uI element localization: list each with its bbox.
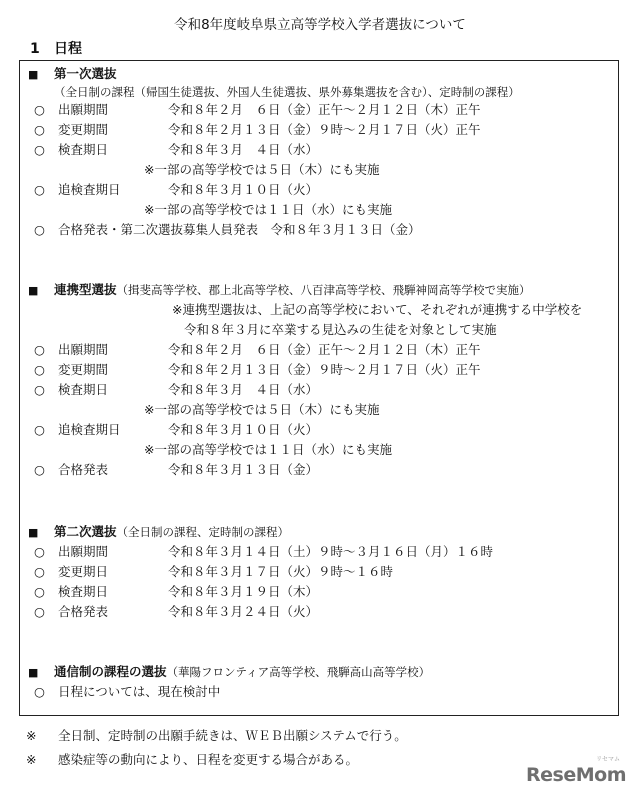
block1-remark1: ※一部の高等学校では５日（木）にも実施 xyxy=(144,162,380,177)
circle-bullet-icon: ○ xyxy=(34,564,45,579)
footnote-1: ※ 全日制、定時制の出願手続きは、ＷＥＢ出願システムで行う。 xyxy=(26,728,407,743)
circle-bullet-icon: ○ xyxy=(34,222,45,237)
schedule-box xyxy=(19,60,619,716)
block2-row-application: ○ 出願期間 令和８年２月 ６日（金）正午～２月１２日（木）正午 xyxy=(34,342,481,357)
section-heading xyxy=(30,38,82,58)
block1-remark2: ※一部の高等学校では１１日（水）にも実施 xyxy=(144,202,392,217)
logo-subtext: リセマム xyxy=(596,756,620,763)
circle-bullet-icon: ○ xyxy=(34,342,45,357)
block1-row-result: ○ 合格発表・第二次選抜募集人員発表 令和８年３月１３日（金） xyxy=(34,222,421,237)
circle-bullet-icon: ○ xyxy=(34,544,45,559)
section-number: 1 xyxy=(30,41,40,57)
circle-bullet-icon: ○ xyxy=(34,122,45,137)
block2-note2: 令和８年３月に卒業する見込みの生徒を対象として実施 xyxy=(184,322,497,337)
block1-row-reexam: ○ 追検査期日 令和８年３月１０日（火） xyxy=(34,182,319,197)
block3-heading: ■ 第二次選抜（全日制の課程、定時制の課程） xyxy=(28,524,290,539)
circle-bullet-icon: ○ xyxy=(34,604,45,619)
resemom-logo: ReseMom xyxy=(526,764,626,786)
circle-bullet-icon: ○ xyxy=(34,462,45,477)
block1-row-exam: ○ 検査期日 令和８年３月 ４日（水） xyxy=(34,142,319,157)
footnote-2: ※ 感染症等の動向により、日程を変更する場合がある。 xyxy=(26,752,359,767)
block2-row-result: ○ 合格発表 令和８年３月１３日（金） xyxy=(34,462,319,477)
circle-bullet-icon: ○ xyxy=(34,382,45,397)
circle-bullet-icon: ○ xyxy=(34,362,45,377)
block2-heading: ■ 連携型選抜（揖斐高等学校、郡上北高等学校、八百津高等学校、飛騨神岡高等学校で実施） xyxy=(28,282,531,297)
circle-bullet-icon: ○ xyxy=(34,142,45,157)
block1-row-application: ○ 出願期間 令和８年２月 ６日（金）正午～２月１２日（木）正午 xyxy=(34,102,481,117)
circle-bullet-icon: ○ xyxy=(34,684,45,699)
circle-bullet-icon: ○ xyxy=(34,182,45,197)
block2-note1: ※連携型選抜は、上記の高等学校において、それぞれが連携する中学校を xyxy=(172,302,583,317)
block2-remark1: ※一部の高等学校では５日（木）にも実施 xyxy=(144,402,380,417)
square-bullet-icon: ■ xyxy=(28,526,39,539)
block4-line: ○ 日程については、現在検討中 xyxy=(34,684,221,699)
block1-note: （全日制の課程（帰国生徒選抜、外国人生徒選抜、県外募集選抜を含む）、定時制の課程） xyxy=(54,85,520,99)
section-title: 日程 xyxy=(54,41,82,57)
block1-row-change: ○ 変更期間 令和８年２月１３日（金）９時～２月１７日（火）正午 xyxy=(34,122,481,137)
circle-bullet-icon: ○ xyxy=(34,102,45,117)
block3-row-application: ○ 出願期間 令和８年３月１４日（土）９時～３月１６日（月）１６時 xyxy=(34,544,494,559)
block4-heading: ■ 通信制の課程の選抜（華陽フロンティア高等学校、飛騨高山高等学校） xyxy=(28,664,431,679)
block3-row-result: ○ 合格発表 令和８年３月２４日（火） xyxy=(34,604,319,619)
square-bullet-icon: ■ xyxy=(28,68,39,81)
block3-row-change: ○ 変更期日 令和８年３月１７日（火）９時～１６時 xyxy=(34,564,394,579)
square-bullet-icon: ■ xyxy=(28,666,39,679)
block2-remark2: ※一部の高等学校では１１日（水）にも実施 xyxy=(144,442,392,457)
block2-row-reexam: ○ 追検査期日 令和８年３月１０日（火） xyxy=(34,422,319,437)
block2-row-change: ○ 変更期間 令和８年２月１３日（金）９時～２月１７日（火）正午 xyxy=(34,362,481,377)
page-title: 令和8年度岐阜県立高等学校入学者選抜について xyxy=(174,17,466,33)
square-bullet-icon: ■ xyxy=(28,284,39,297)
block1-heading: ■ 第一次選抜 xyxy=(28,66,117,81)
block2-row-exam: ○ 検査期日 令和８年３月 ４日（水） xyxy=(34,382,319,397)
circle-bullet-icon: ○ xyxy=(34,422,45,437)
block3-row-exam: ○ 検査期日 令和８年３月１９日（木） xyxy=(34,584,319,599)
circle-bullet-icon: ○ xyxy=(34,584,45,599)
